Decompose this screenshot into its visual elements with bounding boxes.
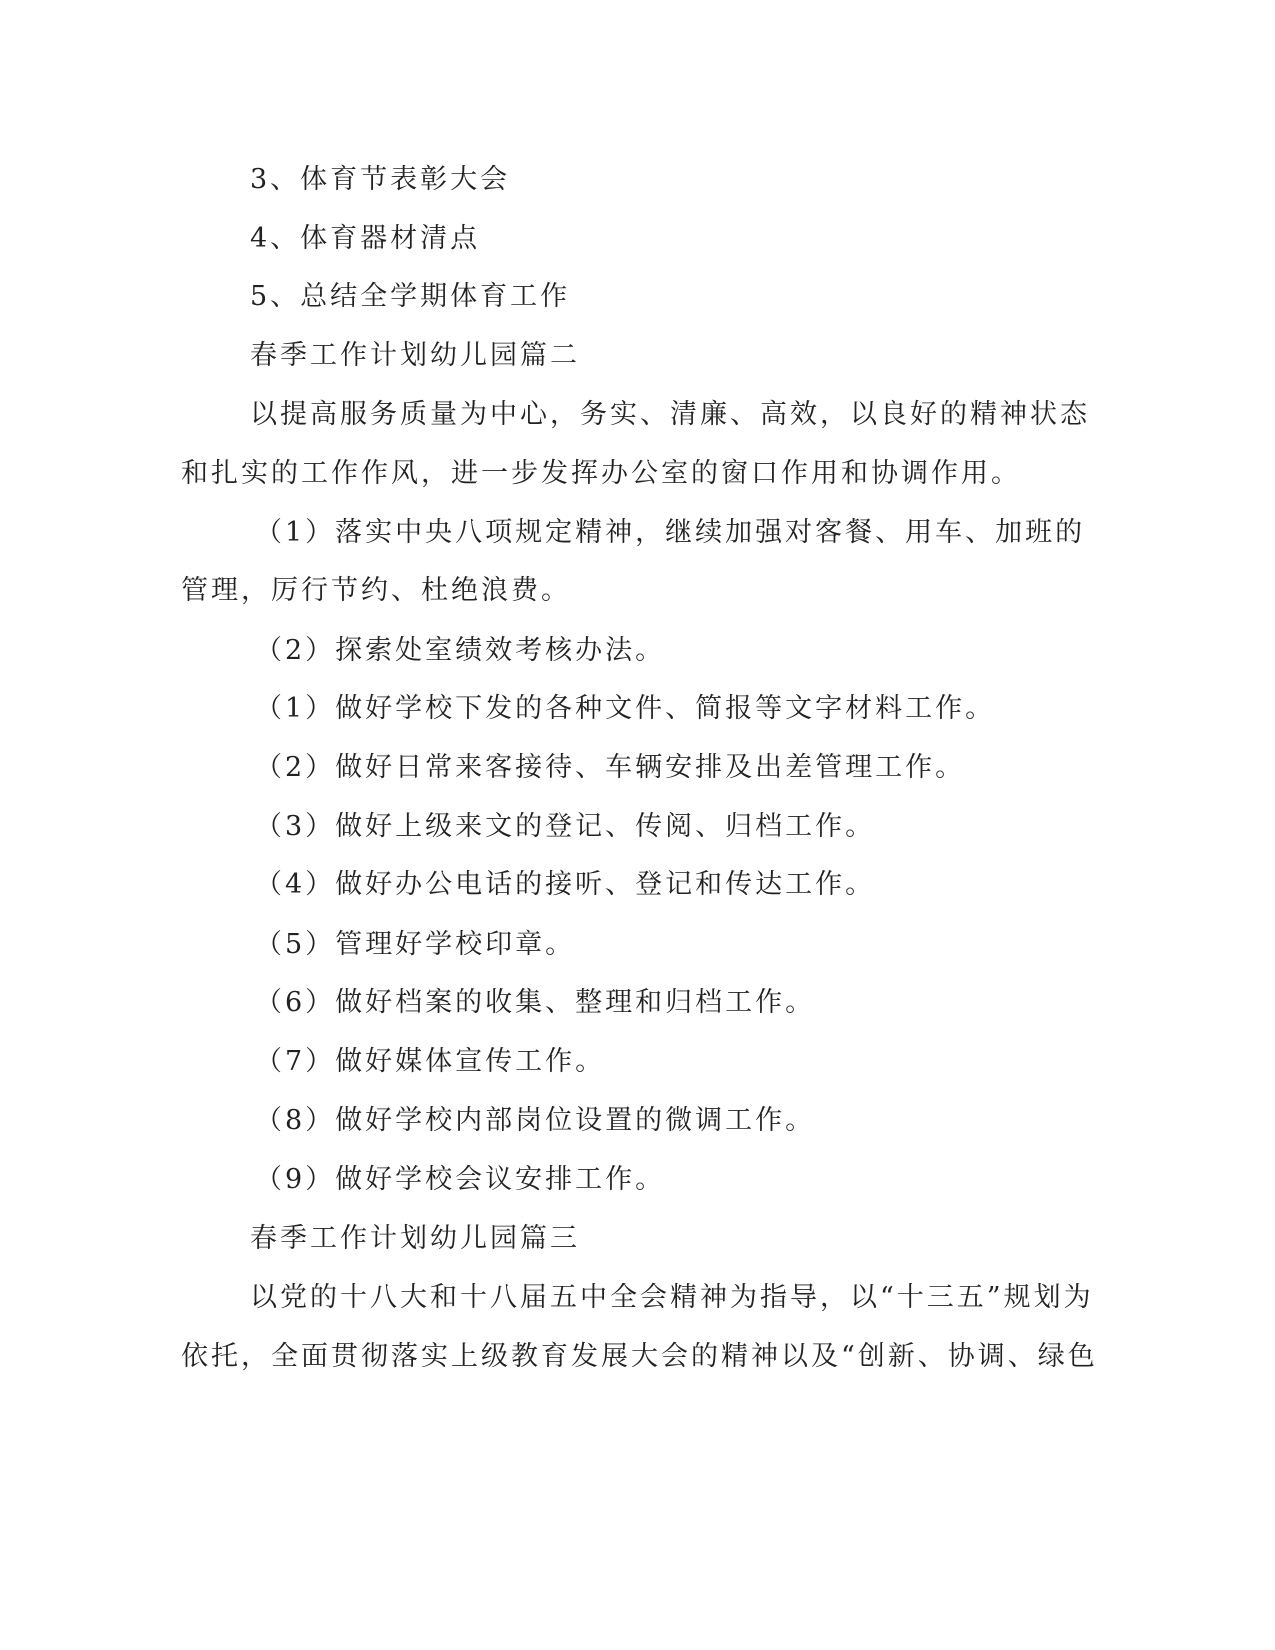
list-item: （2）做好日常来客接待、车辆安排及出差管理工作。 — [255, 752, 966, 783]
section-heading-3: 春季工作计划幼儿园篇三 — [250, 1223, 580, 1254]
paragraph-line: 管理，厉行节约、杜绝浪费。 — [181, 575, 571, 606]
list-item: （9）做好学校会议安排工作。 — [255, 1164, 666, 1195]
list-item: （5）管理好学校印章。 — [255, 929, 576, 960]
list-item-3: 3、体育节表彰大会 — [250, 164, 511, 195]
list-item: （1）做好学校下发的各种文件、简报等文字材料工作。 — [255, 693, 996, 724]
list-item: （2）探索处室绩效考核办法。 — [255, 635, 666, 666]
list-item: （6）做好档案的收集、整理和归档工作。 — [255, 987, 816, 1018]
list-item-4: 4、体育器材清点 — [250, 223, 481, 254]
paragraph-line: 和扎实的工作作风，进一步发挥办公室的窗口作用和协调作用。 — [181, 458, 1021, 489]
paragraph-line: 以提高服务质量为中心，务实、清廉、高效，以良好的精神状态 — [250, 399, 1090, 430]
list-item-5: 5、总结全学期体育工作 — [250, 281, 571, 312]
list-item: （7）做好媒体宣传工作。 — [255, 1046, 606, 1077]
paragraph-line: 以党的十八大和十八届五中全会精神为指导，以“十三五”规划为 — [250, 1282, 1094, 1313]
paragraph-line: （1）落实中央八项规定精神，继续加强对客餐、用车、加班的 — [255, 517, 1086, 548]
list-item: （4）做好办公电话的接听、登记和传达工作。 — [255, 869, 876, 900]
paragraph-line: 依托，全面贯彻落实上级教育发展大会的精神以及“创新、协调、绿色 — [181, 1341, 1098, 1372]
list-item: （3）做好上级来文的登记、传阅、归档工作。 — [255, 811, 876, 842]
section-heading-2: 春季工作计划幼儿园篇二 — [250, 340, 580, 371]
list-item: （8）做好学校内部岗位设置的微调工作。 — [255, 1105, 816, 1136]
